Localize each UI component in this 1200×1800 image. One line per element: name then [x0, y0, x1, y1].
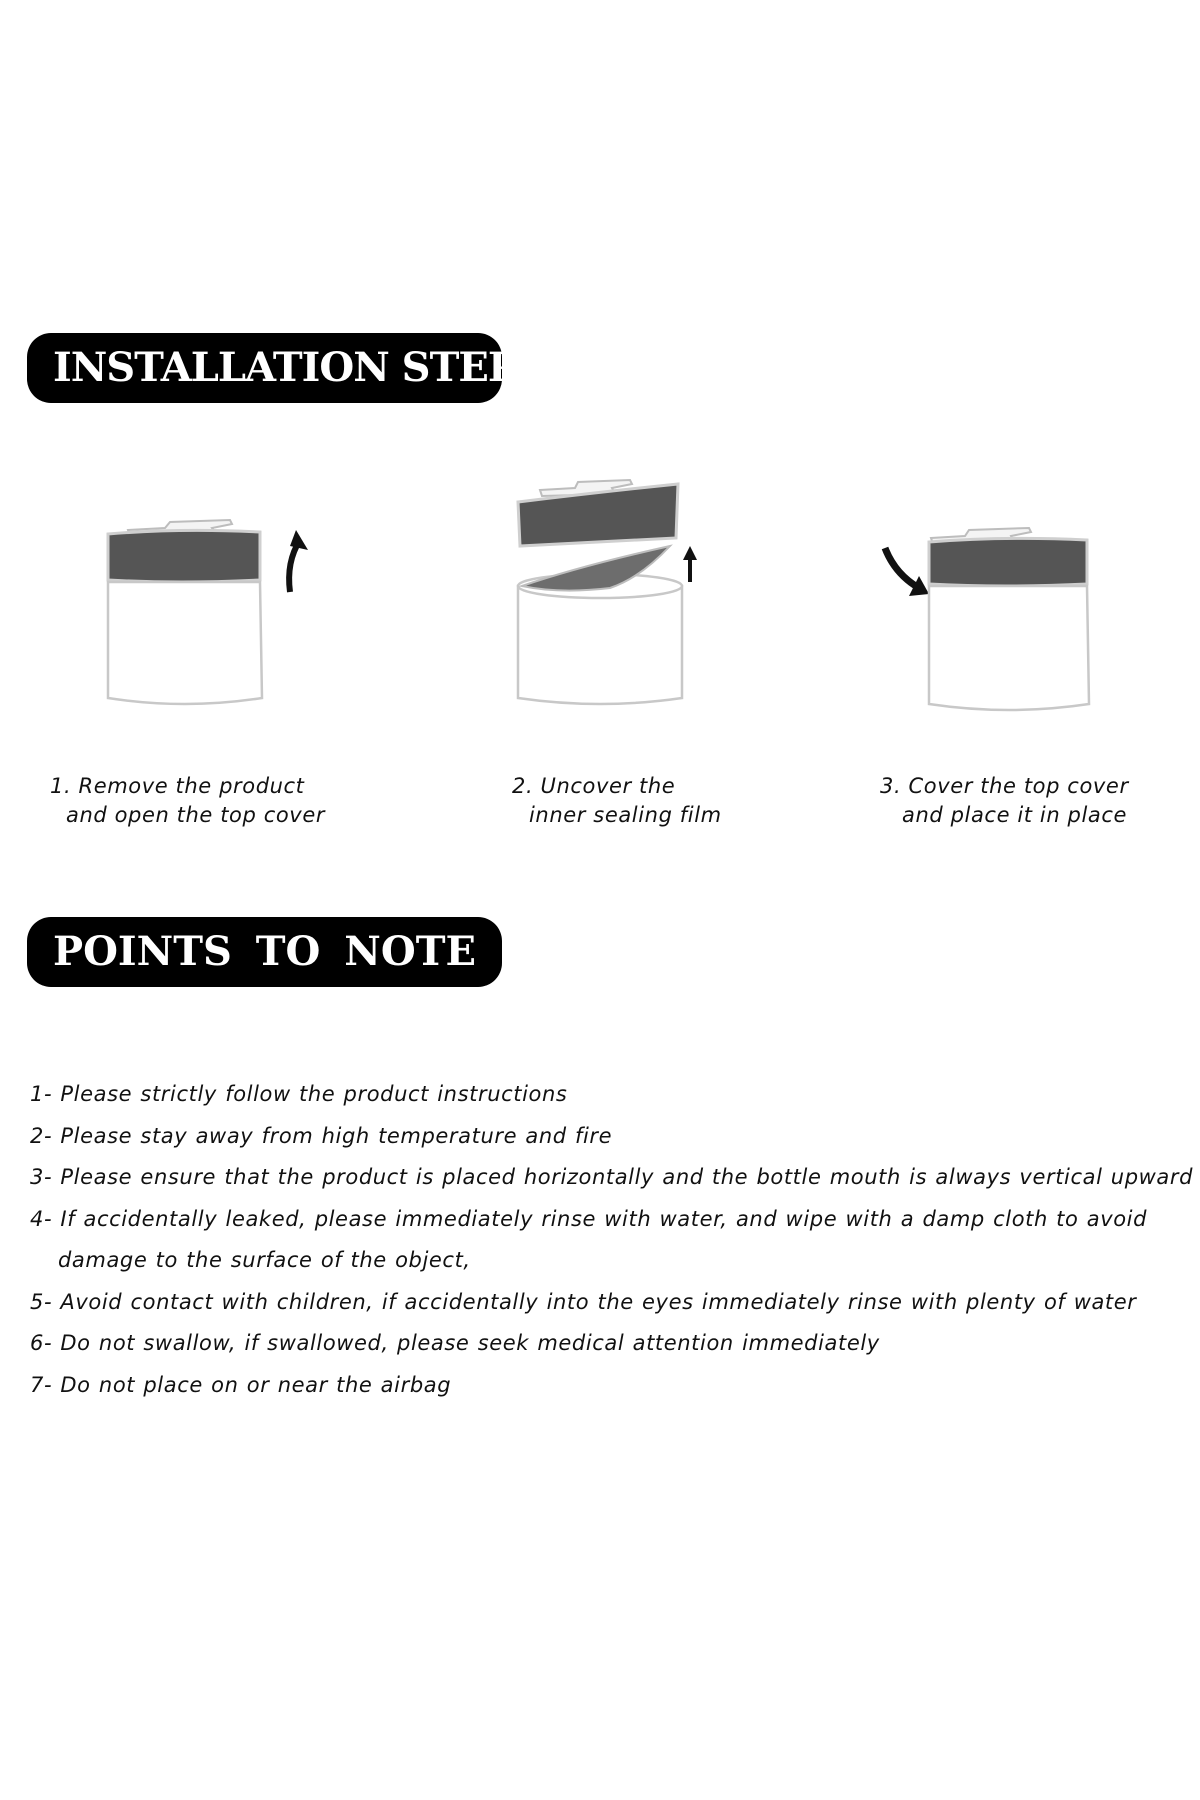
note-2: 2- Please stay away from high temperature and fire — [30, 1123, 613, 1148]
step-2-illustration — [500, 470, 760, 740]
step-3-caption — [880, 772, 1129, 830]
step-1-caption-line-2: and open the top cover — [66, 803, 326, 827]
note-3: 3- Please ensure that the product is placed horizontally and the bottle mouth is always vertical upward — [30, 1165, 1194, 1189]
step-3-illustration — [865, 470, 1125, 740]
step-1-illustration — [90, 470, 350, 740]
jar-remove-film-icon — [500, 470, 760, 740]
note-6: 6- Do not swallow, if swallowed, please seek medical attention immediately — [30, 1331, 880, 1355]
notes-list — [30, 1074, 1194, 1406]
jar-close-cover-icon — [865, 470, 1125, 740]
note-4: 4- If accidentally leaked, please immediately rinse with water, and wipe with a damp cloth to avoid — [30, 1206, 1148, 1231]
points-to-note-heading: POINTS TO NOTE — [27, 917, 502, 987]
step-2-caption — [512, 772, 722, 830]
step-2-caption-line-2: inner sealing film — [529, 803, 722, 827]
installation-steps-heading: INSTALLATION STEPS — [27, 333, 502, 403]
step-1-caption — [50, 772, 325, 830]
step-2-caption-line-1: 2. Uncover the — [512, 774, 676, 798]
jar-open-cover-icon — [90, 470, 350, 740]
step-1-caption-line-1: 1. Remove the product — [50, 774, 305, 798]
note-5: 5- Avoid contact with children, if accidentally into the eyes immediately rinse with plenty of water — [30, 1289, 1137, 1314]
note-4-continuation: damage to the surface of the object, — [58, 1248, 471, 1272]
step-3-caption-line-1: 3. Cover the top cover — [880, 774, 1129, 798]
step-3-caption-line-2: and place it in place — [902, 803, 1128, 827]
note-7: 7- Do not place on or near the airbag — [30, 1372, 452, 1397]
note-1: 1- Please strictly follow the product instructions — [30, 1082, 568, 1106]
